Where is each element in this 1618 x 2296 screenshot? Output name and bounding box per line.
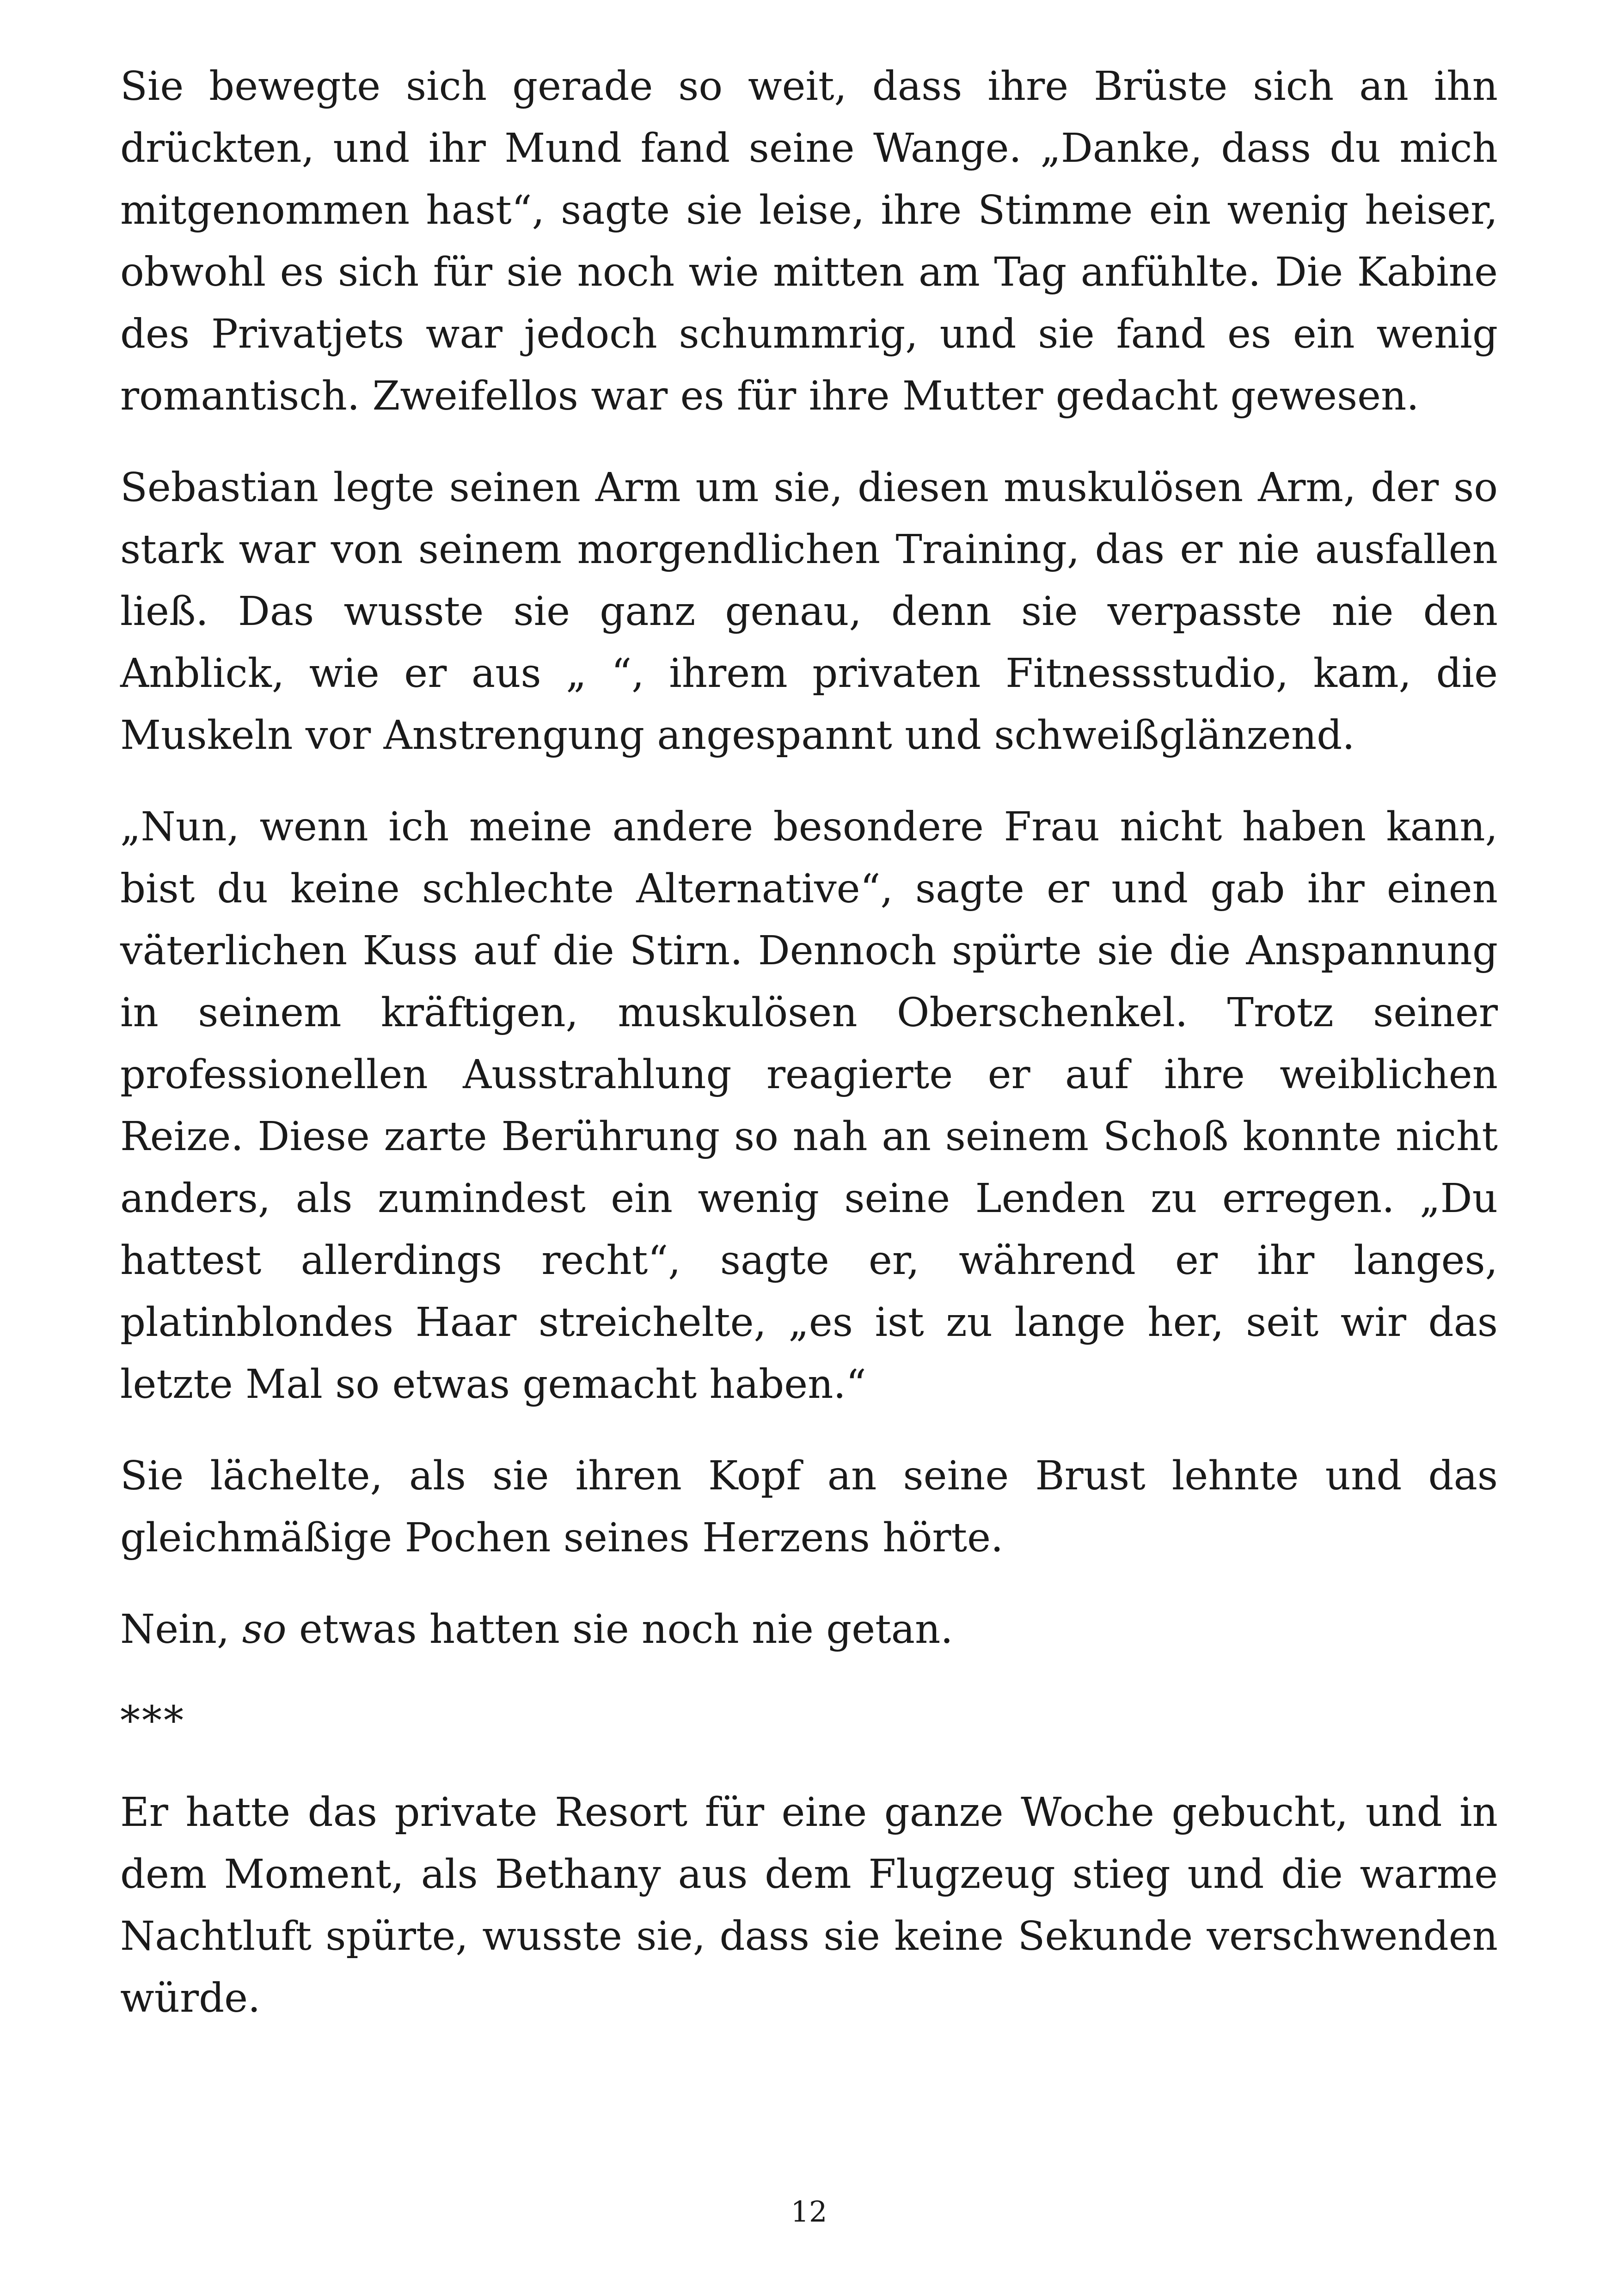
paragraph-3: „Nun, wenn ich meine andere besondere Frau nicht haben kann, bist du keine schlechte Alternative“, sagte er und gab ihr einen väterlichen Kuss auf die Stirn. Dennoch spürte sie die Anspannung in seinem kräftigen, muskulösen Oberschenkel. Trotz seiner professionellen Ausstrahlung reagierte er auf ihre weiblichen Reize. Diese zarte Berührung so nah an seinem Schoß konnte nicht anders, als zumindest ein wenig seine Lenden zu erregen. „Du hattest allerdings recht“, sagte er, während er ihr langes, platinblondes Haar streichelte, „es ist zu lange her, seit wir das letzte Mal so etwas gemacht haben.“ [120,804,1498,1408]
paragraph-5-emphasis: so [242,1606,287,1653]
paragraph-5-end: etwas hatten sie noch nie getan. [286,1606,953,1653]
paragraph-4: Sie lächelte, als sie ihren Kopf an seine Brust lehnte und das gleichmäßige Pochen seines Herzens hörte. [120,1453,1498,1561]
page-number: 12 [791,2195,827,2229]
paragraph-2: Sebastian legte seinen Arm um sie, diesen muskulösen Arm, der so stark war von seinem morgendlichen Training, das er nie ausfallen ließ. Das wusste sie ganz genau, denn sie verpasste nie den Anblick, wie er aus „ “, ihrem privaten Fitnessstudio, kam, die Muskeln vor Anstrengung angespannt und schweißglänzend. [120,465,1498,759]
paragraph-5-start: Nein, [120,1606,242,1653]
paragraph-6: Er hatte das private Resort für eine ganze Woche gebucht, und in dem Moment, als Bethany aus dem Flugzeug stieg und die warme Nachtluft spürte, wusste sie, dass sie keine Sekunde verschwenden würde. [120,1789,1498,2021]
page-body [120,55,1498,2029]
paragraph-1: Sie bewegte sich gerade so weit, dass ihre Brüste sich an ihn drückten, und ihr Mund fand seine Wange. „Danke, dass du mich mitgenommen hast“, sagte sie leise, ihre Stimme ein wenig heiser, obwohl es sich für sie noch wie mitten am Tag anfühlte. Die Kabine des Privatjets war jedoch schummrig, und sie fand es ein wenig romantisch. Zweifellos war es für ihre Mutter gedacht gewesen. [120,63,1498,419]
scene-break: *** [120,1698,185,1744]
paragraph-5 [120,1598,1498,1660]
